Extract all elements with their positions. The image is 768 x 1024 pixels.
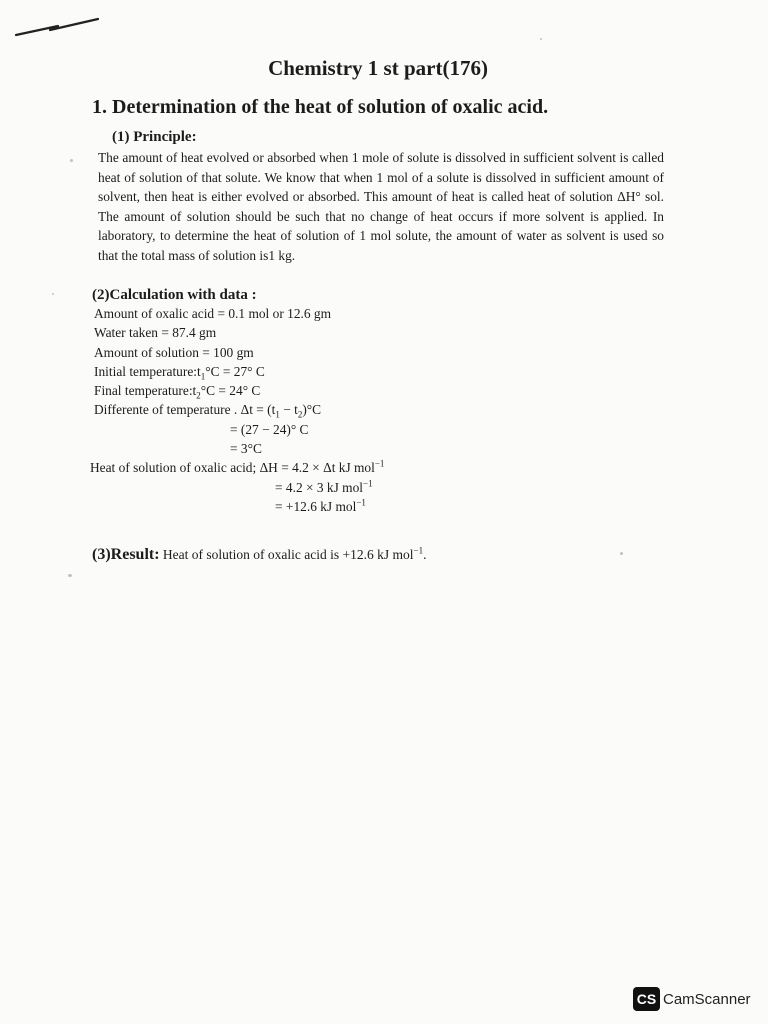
heat-step-2-text: = +12.6 kJ mol bbox=[275, 498, 357, 514]
heat-formula-line bbox=[90, 458, 664, 477]
superscript: −1 bbox=[363, 478, 373, 489]
camscanner-logo-icon: CS bbox=[633, 987, 660, 1011]
page-title: Chemistry 1 st part(176) bbox=[268, 56, 488, 80]
initial-temperature-line bbox=[94, 362, 664, 381]
difference-label: Differente of temperature . Δt = (t bbox=[94, 402, 276, 418]
scan-speck bbox=[540, 38, 542, 40]
water-taken-line: Water taken = 87.4 gm bbox=[94, 325, 217, 341]
subscript: 1 bbox=[200, 371, 206, 382]
watermark-text: CamScanner bbox=[663, 990, 751, 1008]
pen-stroke-mark bbox=[14, 16, 104, 40]
calculation-heading: (2)Calculation with data : bbox=[92, 287, 257, 303]
result-heading: (3)Result: bbox=[92, 546, 160, 564]
difference-step-1: = (27 − 24)° C bbox=[230, 421, 309, 437]
heat-step-1-text: = 4.2 × 3 kJ mol bbox=[275, 479, 364, 495]
initial-temperature-label: Initial temperature:t bbox=[94, 363, 201, 379]
scan-speck bbox=[52, 293, 54, 295]
final-temperature-label: Final temperature:t bbox=[94, 383, 197, 399]
principle-paragraph: The amount of heat evolved or absorbed when 1 mole of solute is dissolved in sufficient solvent is called heat of solution of that solute. We know that when 1 mol of a solute is dissolved in sufficient amount of solvent, then heat is either evolved or absorbed. This amount of heat is called heat of solution ΔH° sol. The amount of solution should be such that no change of heat occurs if more solvent is applied. In laboratory, to determine the heat of solution of 1 mol solute, the amount of water as solvent is used so that the total mass of solution is1 kg. bbox=[98, 150, 664, 263]
subscript: 1 bbox=[275, 410, 280, 421]
subscript: 2 bbox=[196, 390, 201, 401]
heat-step-1 bbox=[94, 478, 664, 497]
final-temperature-line bbox=[94, 381, 664, 400]
subscript: 2 bbox=[297, 410, 303, 421]
scan-speck bbox=[70, 159, 73, 162]
final-temperature-value: °C = 24° C bbox=[200, 383, 261, 399]
initial-temperature-value: °C = 27° C bbox=[205, 363, 265, 379]
temperature-difference-line bbox=[94, 400, 664, 419]
principle-section bbox=[92, 129, 664, 265]
calculation-section bbox=[92, 287, 664, 516]
scan-speck bbox=[68, 574, 72, 577]
heat-formula-text: Heat of solution of oxalic acid; ΔH = 4.2 × Δt kJ mol bbox=[90, 460, 375, 476]
document-page bbox=[92, 56, 664, 578]
result-period: . bbox=[423, 547, 427, 563]
oxalic-amount-line: Amount of oxalic acid = 0.1 mol or 12.6 gm bbox=[94, 306, 332, 321]
heat-step-2 bbox=[94, 497, 664, 516]
result-section bbox=[92, 546, 664, 564]
superscript: −1 bbox=[413, 545, 424, 556]
superscript: −1 bbox=[356, 497, 366, 508]
experiment-heading: 1. Determination of the heat of solution of oxalic acid. bbox=[92, 96, 549, 118]
result-text: Heat of solution of oxalic acid is +12.6 kJ mol bbox=[159, 547, 414, 563]
difference-step-2: = 3°C bbox=[230, 441, 262, 457]
solution-amount-line: Amount of solution = 100 gm bbox=[94, 344, 254, 360]
difference-minus: − t bbox=[279, 402, 298, 418]
superscript: −1 bbox=[374, 458, 385, 469]
principle-heading: (1) Principle: bbox=[112, 129, 197, 145]
camscanner-watermark bbox=[633, 987, 751, 1011]
difference-unit: )°C bbox=[302, 402, 322, 418]
